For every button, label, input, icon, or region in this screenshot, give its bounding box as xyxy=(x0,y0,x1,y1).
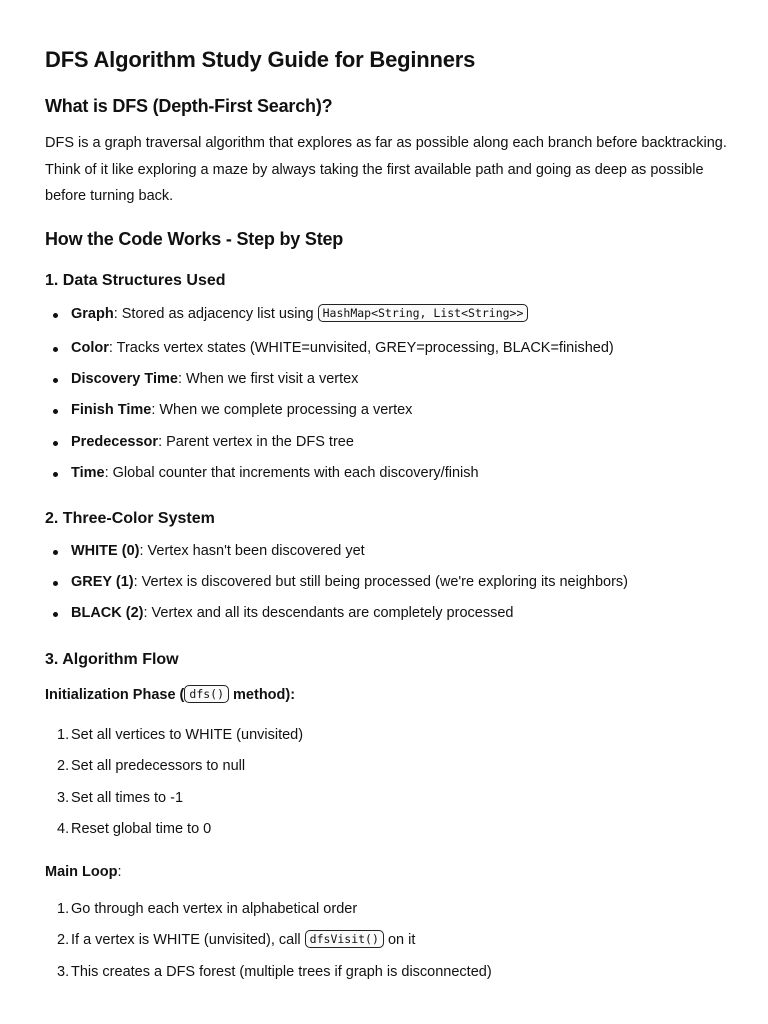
step-number: 2. xyxy=(57,758,70,774)
step-number: 3. xyxy=(57,964,70,980)
list-item: Go through each vertex in alphabetical order xyxy=(71,901,358,917)
paragraph-line-2: Think of it like exploring a maze by always taking the first available path and going as deep as possible xyxy=(45,161,704,178)
page-title: DFS Algorithm Study Guide for Beginners xyxy=(45,47,476,72)
section-1-heading: 1. Data Structures Used xyxy=(45,272,226,289)
section-3-heading: 3. Algorithm Flow xyxy=(45,651,179,668)
inline-code: dfs() xyxy=(184,685,229,703)
item-text: : Stored as adjacency list using xyxy=(113,306,318,322)
bullet-icon xyxy=(53,347,58,352)
item-term: Graph xyxy=(71,306,114,322)
paragraph-line-1: DFS is a graph traversal algorithm that explores as far as possible along each branch before backtracking. xyxy=(45,135,727,151)
bullet-icon xyxy=(53,581,58,586)
bullet-icon xyxy=(53,313,58,318)
list-item: Set all vertices to WHITE (unvisited) xyxy=(71,727,304,743)
section-2-heading: 2. Three-Color System xyxy=(45,510,215,527)
main-loop-label-text: Main Loop xyxy=(45,864,118,880)
list-item xyxy=(71,371,358,387)
list-item xyxy=(71,306,528,322)
list-item xyxy=(71,465,479,481)
inline-code: dfsVisit() xyxy=(305,930,384,948)
step-number: 2. xyxy=(57,932,70,948)
list-item xyxy=(71,605,513,621)
paragraph-line-3: before turning back. xyxy=(45,188,174,204)
item-term: Predecessor xyxy=(71,434,159,450)
bullet-icon xyxy=(53,550,58,555)
item-text: : When we first visit a vertex xyxy=(177,371,359,387)
item-term: GREY (1) xyxy=(71,574,134,590)
list-item xyxy=(71,434,354,450)
item-term: Color xyxy=(71,340,109,356)
list-item: This creates a DFS forest (multiple trees if graph is disconnected) xyxy=(71,964,492,980)
inline-code: HashMap<String, List<String>> xyxy=(318,304,529,322)
bullet-icon xyxy=(53,472,58,477)
item-term: Time xyxy=(71,465,105,481)
list-item xyxy=(71,932,415,948)
bullet-icon xyxy=(53,378,58,383)
item-text: : Vertex is discovered but still being processed (we're exploring its neighbors) xyxy=(133,574,628,590)
item-term: WHITE (0) xyxy=(71,543,140,559)
init-phase-label xyxy=(45,687,728,703)
list-item: Set all times to -1 xyxy=(71,790,184,806)
main-loop-label xyxy=(45,864,728,880)
step-number: 3. xyxy=(57,790,70,806)
item-text: : Parent vertex in the DFS tree xyxy=(158,434,354,450)
list-item xyxy=(71,340,614,356)
item-text: : Vertex and all its descendants are completely processed xyxy=(143,605,514,621)
item-text: : Tracks vertex states (WHITE=unvisited, GREY=processing, BLACK=finished) xyxy=(108,340,614,356)
list-item xyxy=(71,574,628,590)
list-item: Reset global time to 0 xyxy=(71,821,212,837)
bullet-icon xyxy=(53,441,58,446)
main-loop-colon: : xyxy=(117,864,122,880)
item-text: : Global counter that increments with each discovery/finish xyxy=(104,465,479,481)
bullet-icon xyxy=(53,612,58,617)
bullet-icon xyxy=(53,409,58,414)
how-heading: How the Code Works - Step by Step xyxy=(45,229,344,249)
list-item: Set all predecessors to null xyxy=(71,758,246,774)
list-item xyxy=(71,543,365,559)
what-is-paragraph xyxy=(45,130,728,210)
item-text: : When we complete processing a vertex xyxy=(151,402,413,418)
step-number: 4. xyxy=(57,821,70,837)
what-is-heading: What is DFS (Depth-First Search)? xyxy=(45,96,333,116)
item-term: BLACK (2) xyxy=(71,605,144,621)
step-text-pre: If a vertex is WHITE (unvisited), call xyxy=(71,932,305,948)
item-term: Finish Time xyxy=(71,402,152,418)
step-number: 1. xyxy=(57,901,70,917)
item-term: Discovery Time xyxy=(71,371,178,387)
step-number: 1. xyxy=(57,727,70,743)
list-item xyxy=(71,402,412,418)
init-label-pre: Initialization Phase ( xyxy=(45,687,185,703)
item-text: : Vertex hasn't been discovered yet xyxy=(139,543,365,559)
step-text-post: on it xyxy=(383,932,416,948)
init-label-post: method): xyxy=(229,687,296,703)
